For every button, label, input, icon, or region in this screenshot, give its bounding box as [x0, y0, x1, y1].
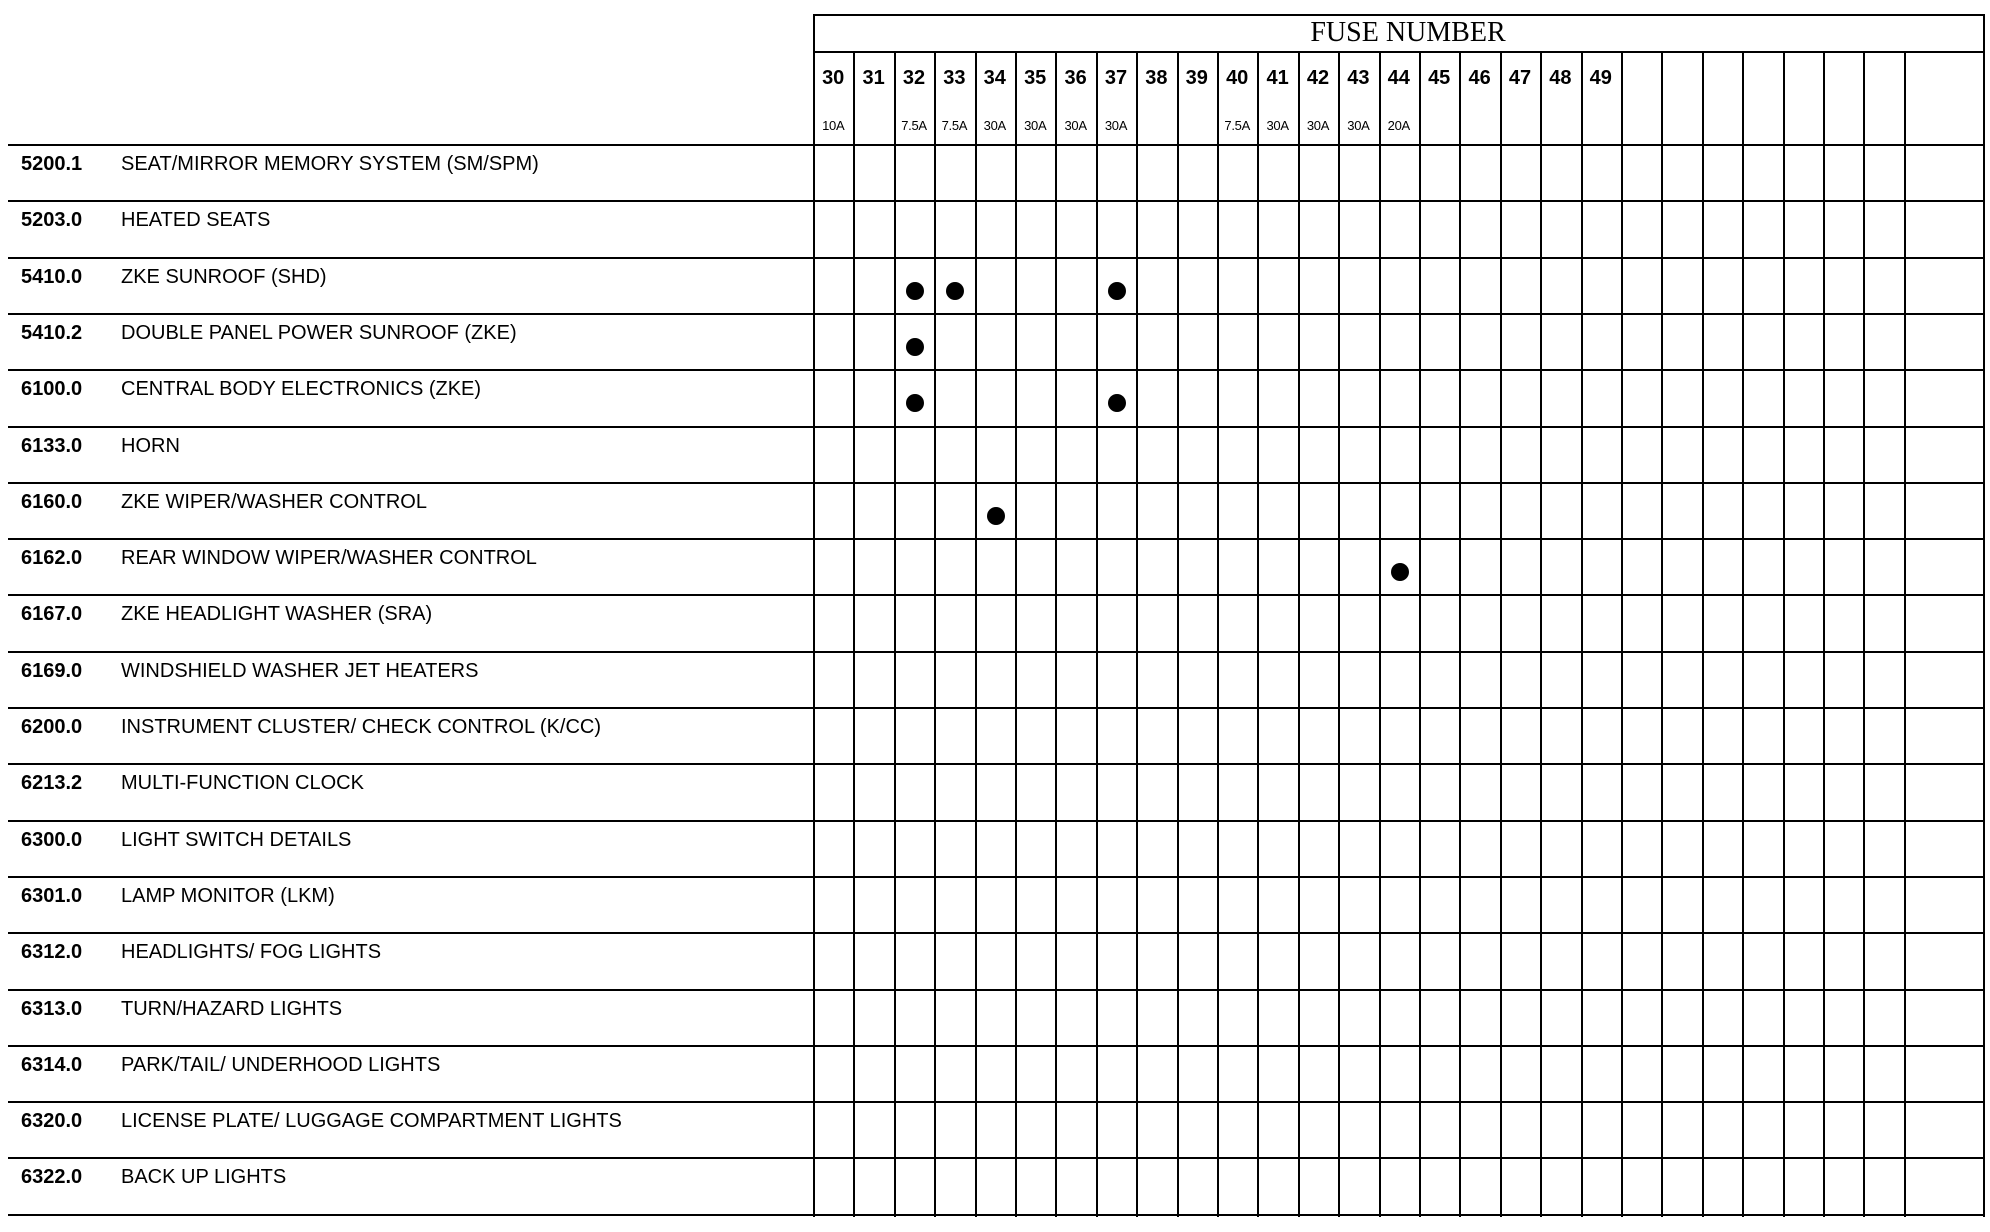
row-label: LAMP MONITOR (LKM): [121, 884, 335, 907]
row-code: 6167.0: [21, 603, 83, 626]
row-label: REAR WINDOW WIPER/WASHER CONTROL: [121, 547, 537, 570]
fuse-rating-43: 30A: [1347, 118, 1370, 133]
fuse-rating-32: 7.5A: [901, 118, 927, 133]
row-divider: [8, 989, 1983, 991]
row-label: PARK/TAIL/ UNDERHOOD LIGHTS: [121, 1053, 441, 1076]
row-code: 6322.0: [21, 1166, 83, 1189]
fuse-number-33: 33: [943, 67, 966, 89]
fuse-number-31: 31: [862, 67, 885, 89]
row-divider: [8, 1157, 1983, 1159]
column-divider: [934, 51, 936, 1217]
column-divider: [1419, 51, 1421, 1217]
fuse-rating-42: 30A: [1306, 118, 1330, 133]
fuse-dot-33: [946, 282, 964, 300]
row-label: SEAT/MIRROR MEMORY SYSTEM (SM/SPM): [121, 153, 539, 175]
row-divider: [8, 651, 1983, 653]
row-code: 6320.0: [21, 1110, 83, 1133]
row-code: 6314.0: [21, 1053, 83, 1076]
chart-title: FUSE NUMBER: [1310, 17, 1506, 48]
row-divider: [8, 1101, 1983, 1103]
row-code: 6312.0: [21, 941, 83, 964]
fuse-number-38: 38: [1145, 67, 1168, 89]
fuse-number-49: 49: [1589, 67, 1612, 89]
row-divider: [8, 257, 1983, 259]
grid-right-border: [1983, 14, 1985, 1217]
fuse-number-46: 46: [1468, 67, 1491, 89]
fuse-rating-37: 30A: [1104, 118, 1128, 133]
row-divider: [8, 200, 1983, 202]
header-divider: [8, 144, 1983, 146]
row-divider: [8, 932, 1983, 934]
fuse-number-40: 40: [1226, 67, 1249, 89]
fuse-number-47: 47: [1508, 67, 1532, 89]
row-divider: [8, 763, 1983, 765]
row-code: 5410.0: [21, 265, 83, 288]
row-code: 6301.0: [21, 884, 83, 907]
row-label: LIGHT SWITCH DETAILS: [121, 828, 352, 851]
row-label: MULTI-FUNCTION CLOCK: [121, 772, 364, 795]
column-divider: [1783, 51, 1785, 1217]
row-label: HEATED SEATS: [121, 209, 271, 232]
fuse-rating-35: 30A: [1024, 118, 1047, 133]
column-divider: [1621, 51, 1623, 1217]
fuse-number-48: 48: [1549, 67, 1572, 89]
column-divider: [1298, 51, 1300, 1217]
row-label: LICENSE PLATE/ LUGGAGE COMPARTMENT LIGHTS: [121, 1110, 622, 1133]
row-divider: [8, 1214, 1983, 1216]
column-divider: [1500, 51, 1502, 1217]
fuse-rating-36: 30A: [1064, 118, 1087, 133]
fuse-number-39: 39: [1185, 67, 1208, 89]
row-code: 5203.0: [21, 209, 83, 232]
row-divider: [8, 369, 1983, 371]
row-label: INSTRUMENT CLUSTER/ CHECK CONTROL (K/CC): [121, 716, 602, 738]
row-divider: [8, 876, 1983, 878]
column-divider: [1015, 51, 1017, 1217]
column-divider: [1177, 51, 1179, 1217]
row-code: 6169.0: [21, 659, 83, 682]
fuse-number-36: 36: [1064, 67, 1087, 89]
fuse-number-43: 43: [1347, 67, 1370, 89]
column-divider: [1055, 51, 1057, 1217]
row-label: DOUBLE PANEL POWER SUNROOF (ZKE): [121, 321, 517, 344]
fuse-rating-33: 7.5A: [941, 118, 968, 133]
row-label: HEADLIGHTS/ FOG LIGHTS: [121, 941, 382, 964]
column-divider: [1257, 51, 1259, 1217]
row-code: 6133.0: [21, 434, 83, 457]
fuse-dot-32: [906, 394, 924, 412]
fuse-rating-30: 10A: [822, 118, 845, 133]
row-divider: [8, 594, 1983, 596]
column-divider: [1459, 51, 1461, 1217]
row-label: HORN: [121, 434, 180, 457]
fuse-dot-37: [1108, 394, 1126, 412]
column-divider: [1338, 51, 1340, 1217]
fuse-dot-32: [906, 282, 924, 300]
row-divider: [8, 820, 1983, 822]
grid-left-border: [813, 14, 815, 1217]
fuse-number-37: 37: [1104, 67, 1128, 89]
row-code: 5410.2: [21, 321, 83, 344]
column-divider: [1863, 51, 1865, 1217]
column-divider: [1379, 51, 1381, 1217]
row-label: ZKE SUNROOF (SHD): [121, 265, 327, 288]
fuse-number-35: 35: [1024, 67, 1047, 89]
fuse-number-42: 42: [1306, 67, 1330, 89]
column-divider: [1581, 51, 1583, 1217]
fuse-rating-34: 30A: [983, 118, 1006, 133]
fuse-dot-44: [1391, 563, 1409, 581]
column-divider: [1823, 51, 1825, 1217]
row-divider: [8, 313, 1983, 315]
row-code: 5200.1: [21, 153, 83, 175]
row-code: 6162.0: [21, 547, 83, 570]
row-code: 6213.2: [21, 772, 83, 795]
fuse-dot-37: [1108, 282, 1126, 300]
fuse-dot-34: [987, 507, 1005, 525]
row-divider: [8, 482, 1983, 484]
row-label: WINDSHIELD WASHER JET HEATERS: [121, 659, 479, 682]
column-divider: [853, 51, 855, 1217]
fuse-number-41: 41: [1266, 67, 1289, 89]
row-code: 6100.0: [21, 378, 83, 401]
column-divider: [975, 51, 977, 1217]
row-divider: [8, 1045, 1983, 1047]
row-label: TURN/HAZARD LIGHTS: [121, 997, 343, 1020]
row-code: 6313.0: [21, 997, 83, 1020]
row-label: BACK UP LIGHTS: [121, 1166, 287, 1189]
column-divider: [1096, 51, 1098, 1217]
title-divider: [813, 51, 1983, 53]
row-code: 6160.0: [21, 490, 83, 513]
row-divider: [8, 538, 1983, 540]
column-divider: [1742, 51, 1744, 1217]
row-divider: [8, 707, 1983, 709]
fuse-number-45: 45: [1428, 67, 1451, 89]
column-divider: [894, 51, 896, 1217]
row-divider: [8, 426, 1983, 428]
column-divider: [1217, 51, 1219, 1217]
row-label: CENTRAL BODY ELECTRONICS (ZKE): [121, 378, 482, 401]
grid-top-border: [813, 14, 1983, 16]
column-divider: [1136, 51, 1138, 1217]
row-code: 6300.0: [21, 828, 83, 851]
fuse-rating-44: 20A: [1387, 118, 1410, 133]
fuse-number-44: 44: [1387, 67, 1410, 89]
row-label: ZKE HEADLIGHT WASHER (SRA): [121, 603, 433, 626]
column-divider: [1904, 51, 1906, 1217]
fuse-rating-40: 7.5A: [1224, 118, 1250, 133]
fuse-rating-41: 30A: [1266, 118, 1289, 133]
column-divider: [1702, 51, 1704, 1217]
fuse-number-32: 32: [902, 67, 926, 89]
fuse-dot-32: [906, 338, 924, 356]
fuse-number-34: 34: [983, 67, 1006, 89]
row-label: ZKE WIPER/WASHER CONTROL: [121, 490, 427, 513]
fuse-number-30: 30: [822, 67, 845, 89]
column-divider: [1540, 51, 1542, 1217]
row-code: 6200.0: [21, 716, 83, 738]
column-divider: [1661, 51, 1663, 1217]
